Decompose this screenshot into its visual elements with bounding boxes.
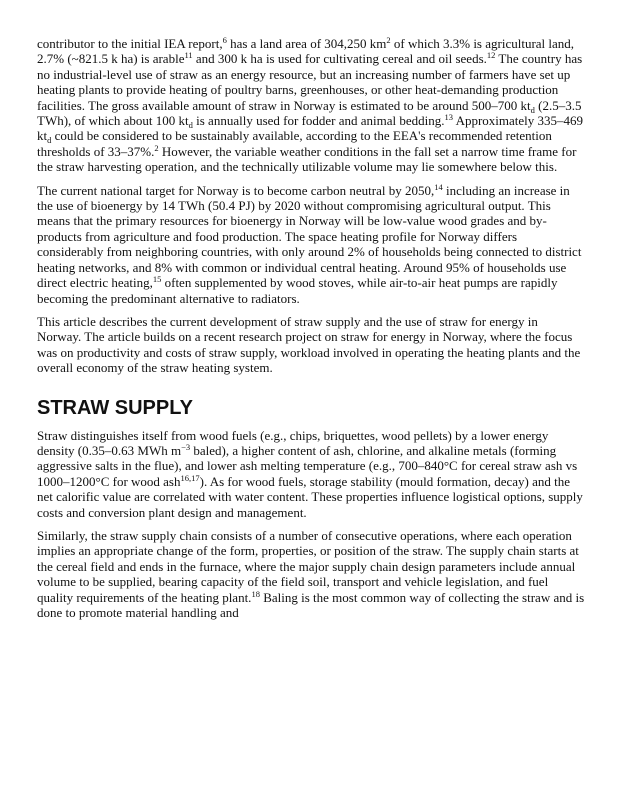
text-run: of which 3.3% is agricultural land, 2.7% (~821.5 k ha) is arable xyxy=(37,36,575,67)
text-run: Baling is the most common way of collecting the straw and is done to promote material handling and xyxy=(37,589,585,620)
text-run: However, the variable weather conditions in the fall set a narrow time frame for the straw harvesting operation, and the technically utilizable volume may lie somewhere below this. xyxy=(37,143,577,175)
citation-ref[interactable]: 13 xyxy=(444,112,454,123)
text-run: often supplemented by wood stoves, while air-to-air heat pumps are rapidly becoming the predominant alternative to radiators. xyxy=(37,275,558,306)
citation-ref[interactable]: 15 xyxy=(152,274,162,285)
text-run: and 300 k ha is used for cultivating cereal and oil seeds. xyxy=(192,51,487,67)
subscript: d xyxy=(188,120,193,131)
citation-ref[interactable]: 12 xyxy=(486,50,496,61)
text-run: baled), a higher content of ash, chlorine, and alkaline metals (forming aggressive salts in the flue), and lower ash melting temperature (e.g., 700–840°C for cereal straw ash vs 1000–1200°C for wood ash xyxy=(37,442,578,489)
text-run: Straw distinguishes itself from wood fuels (e.g., chips, briquettes, wood pellets) by a lower energy density (0.35–0.63 MWh m xyxy=(37,427,549,458)
text-run: Similarly, the straw supply chain consists of a number of consecutive operations, where each operation implies an appropriate change of the form, properties, or position of the straw. The supply chain starts at the cereal field and ends in the furnace, where the major supply chain design parameters include annual volume to be supplied, bearing capacity of the field soil, transport and vehicle legislation, and fuel quality requirements of the heating plant. xyxy=(37,527,579,605)
text-run: (2.5–3.5 TWh), of which about 100 kt xyxy=(37,97,582,129)
text-run: contributor to the initial IEA report, xyxy=(37,36,223,51)
citation-ref[interactable]: 18 xyxy=(251,588,260,599)
citation-ref[interactable]: 11 xyxy=(184,50,193,61)
citation-ref[interactable]: 6 xyxy=(222,35,227,45)
citation-ref[interactable]: 14 xyxy=(434,181,443,192)
text-run: is annually used for fodder and animal bedding. xyxy=(192,113,445,129)
text-run: ). As for wood fuels, storage stability (mould formation, decay) and the net calorific value are correlated with water content. These properties influence logistical options, supply costs and conversion plant design and management. xyxy=(37,473,583,520)
subscript: d xyxy=(530,104,535,115)
text-run: has a land area of 304,250 km xyxy=(226,36,387,51)
paragraph-norway-straw-resources xyxy=(37,36,585,175)
subscript: d xyxy=(47,135,52,146)
text-run: The country has no industrial-level use of straw as an energy resource, but an increasing number of farmers have set up heating plants to provide heating of poultry barns, greenhouses, or other heat-demanding production facilities. The gross available amount of straw in Norway is estimated to be around 500–700 kt xyxy=(37,51,583,113)
superscript: −3 xyxy=(181,441,191,452)
text-run: could be considered to be sustainably available, according to the EEA's recommended retention thresholds of 33–37%. xyxy=(37,128,552,159)
text-run: Approximately 335–469 kt xyxy=(37,113,584,144)
section-heading: STRAW SUPPLY xyxy=(37,396,193,419)
paragraph-straw-properties xyxy=(37,428,585,520)
paragraph-article-description xyxy=(37,314,585,376)
paragraph-national-target xyxy=(37,183,585,306)
paragraph-supply-chain xyxy=(37,528,585,620)
text-run: This article describes the current development of straw supply and the use of straw for energy in Norway. The article builds on a recent research project on straw for energy in Norway, where the focus was on productivity and costs of straw supply, workload involved in operating the heating plants and the overall economy of the straw heating system. xyxy=(37,313,581,376)
text-run: The current national target for Norway is to become carbon neutral by 2050, xyxy=(37,182,435,198)
text-run: including an increase in the use of bioenergy by 14 TWh (50.4 PJ) by 2020 without compromising agricultural output. This means that the primary resources for bioenergy in Norway will be low-value wood grades and by-products from agriculture and food production. The space heating profile for Norway differs considerably from neighboring countries, with only around 2% of households being connected to district heating networks, and 8% with common or individual central heating. Around 95% of households use direct electric heating, xyxy=(37,182,582,291)
citation-ref[interactable]: 16,17 xyxy=(180,472,200,483)
superscript: 2 xyxy=(386,35,391,45)
citation-ref[interactable]: 2 xyxy=(154,142,159,153)
